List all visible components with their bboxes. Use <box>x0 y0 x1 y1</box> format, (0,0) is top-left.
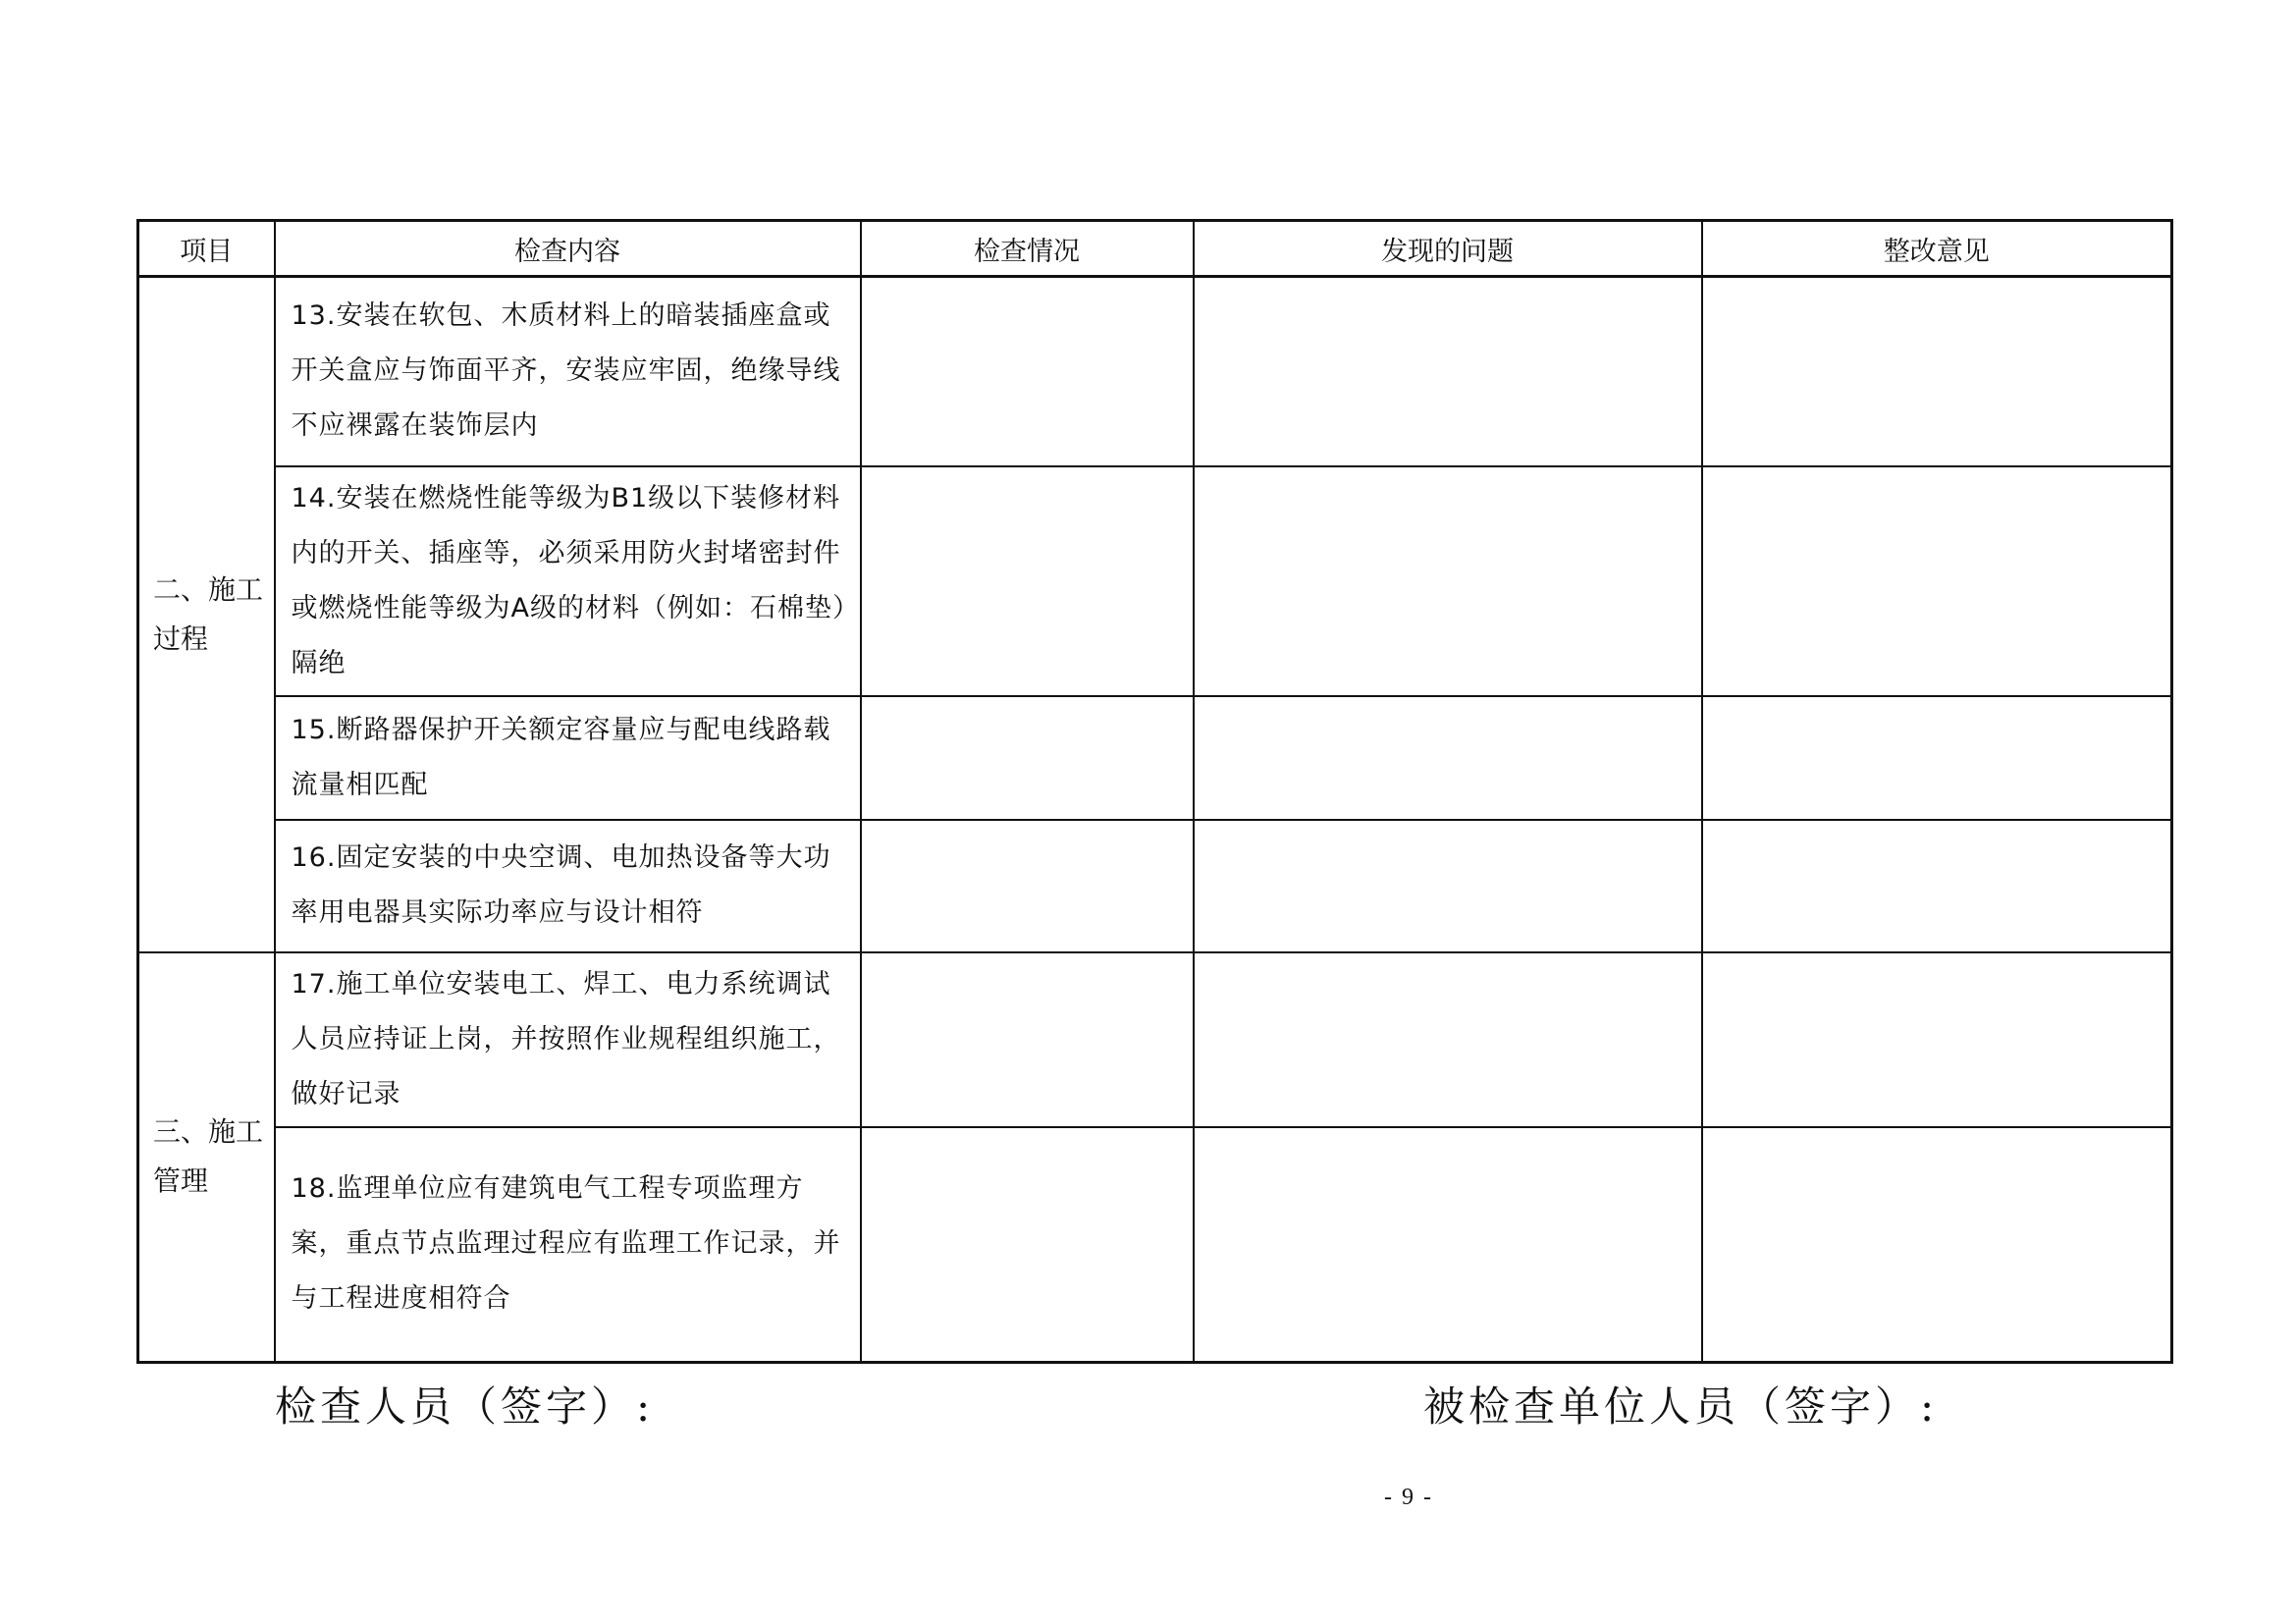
found-problem-cell[interactable] <box>1194 277 1702 466</box>
check-status-cell[interactable] <box>861 466 1194 696</box>
rectification-advice-cell[interactable] <box>1702 696 2172 820</box>
inspection-table <box>136 219 2173 1364</box>
check-content: 15.断路器保护开关额定容量应与配电线路载流量相匹配 <box>275 696 861 820</box>
found-problem-cell[interactable] <box>1194 820 1702 952</box>
table-row <box>138 1127 2172 1363</box>
header-problem: 发现的问题 <box>1194 221 1702 277</box>
found-problem-cell[interactable] <box>1194 466 1702 696</box>
rectification-advice-cell[interactable] <box>1702 277 2172 466</box>
check-content: 14.安装在燃烧性能等级为B1级以下装修材料内的开关、插座等，必须采用防火封堵密封件或燃烧性能等级为A级的材料（例如：石棉垫）隔绝 <box>275 466 861 696</box>
check-status-cell[interactable] <box>861 952 1194 1127</box>
table-header-row <box>138 221 2172 277</box>
header-advice: 整改意见 <box>1702 221 2172 277</box>
check-status-cell[interactable] <box>861 820 1194 952</box>
found-problem-cell[interactable] <box>1194 696 1702 820</box>
check-status-cell[interactable] <box>861 696 1194 820</box>
check-content: 16.固定安装的中央空调、电加热设备等大功率用电器具实际功率应与设计相符 <box>275 820 861 952</box>
found-problem-cell[interactable] <box>1194 952 1702 1127</box>
header-status: 检查情况 <box>861 221 1194 277</box>
table-row <box>138 952 2172 1127</box>
table-row <box>138 466 2172 696</box>
table-row <box>138 696 2172 820</box>
found-problem-cell[interactable] <box>1194 1127 1702 1363</box>
check-content: 17.施工单位安装电工、焊工、电力系统调试人员应持证上岗，并按照作业规程组织施工，做好记录 <box>275 952 861 1127</box>
check-content: 13.安装在软包、木质材料上的暗装插座盒或开关盒应与饰面平齐，安装应牢固，绝缘导线不应裸露在装饰层内 <box>275 277 861 466</box>
check-status-cell[interactable] <box>861 1127 1194 1363</box>
table-row <box>138 820 2172 952</box>
header-item: 项目 <box>138 221 275 277</box>
header-content: 检查内容 <box>275 221 861 277</box>
rectification-advice-cell[interactable] <box>1702 1127 2172 1363</box>
table-row <box>138 277 2172 466</box>
rectification-advice-cell[interactable] <box>1702 466 2172 696</box>
check-status-cell[interactable] <box>861 277 1194 466</box>
rectification-advice-cell[interactable] <box>1702 952 2172 1127</box>
inspected-unit-signature-label: 被检查单位人员（签字）: <box>1423 1382 1939 1431</box>
check-content: 18.监理单位应有建筑电气工程专项监理方案，重点节点监理过程应有监理工作记录，并与工程进度相符合 <box>275 1127 861 1363</box>
section-label-construction-process: 二、施工过程 <box>138 277 275 952</box>
rectification-advice-cell[interactable] <box>1702 820 2172 952</box>
page-number: - 9 - <box>1384 1485 1433 1510</box>
section-label-construction-management: 三、施工管理 <box>138 952 275 1363</box>
inspector-signature-label: 检查人员（签字）: <box>275 1382 655 1431</box>
